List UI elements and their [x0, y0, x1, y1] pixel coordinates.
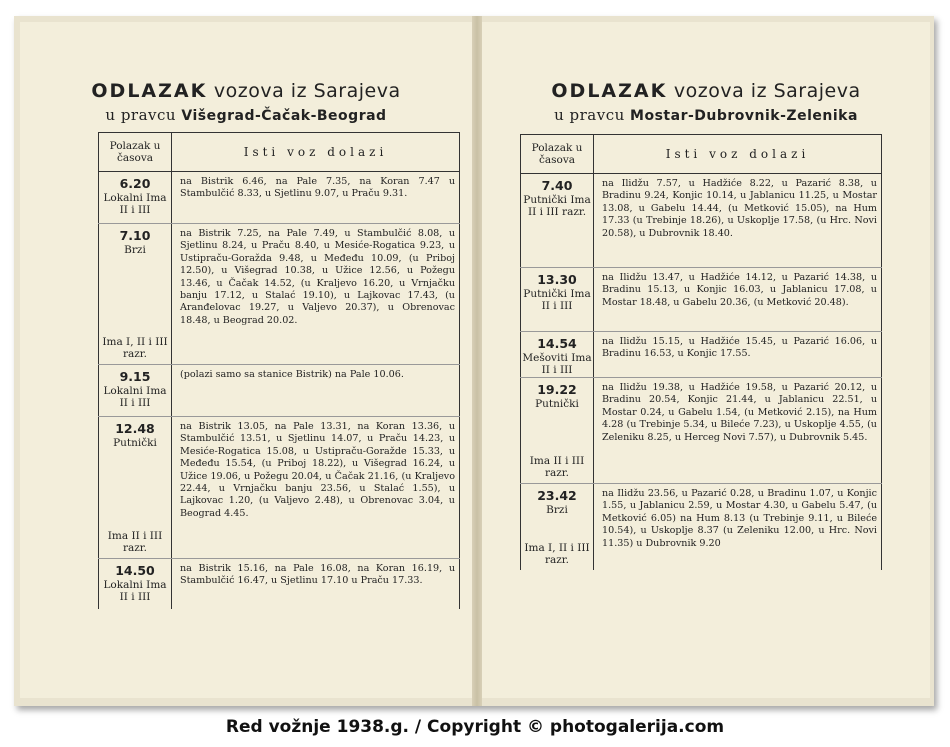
train-class: Brzi	[546, 504, 568, 516]
arrival-stations: na Bistrik 13.05, na Pale 13.31, na Koran 13.36, u Stambulčić 13.51, u Sjetlinu 14.07, u Praču 14.23, u Mesiće-Rogatica 15.08, u Ustipraču-Goražde 15.33, u Međeđu 15.54, (u Priboj 18.22), u Višegrad 16.24, u Užice 19.06, u Požegu 20.04, u Čačak 21.16, (u Kraljevo 22.44, u Vrnjačku banju 23.56, u Stalać 1.55), u Lajkovac 1.20, (u Valjevo 2.48), u Obrenovac 3.04, u Beograd 4.45.	[172, 417, 460, 559]
train-class-detail: Ima I, II i III razr.	[102, 336, 168, 360]
subtitle-route: Mostar-Dubrovnik-Zelenika	[630, 108, 858, 124]
train-class: Putnički	[113, 437, 157, 449]
left-page	[20, 22, 472, 698]
train-class: Mešoviti Ima II i III	[522, 352, 592, 376]
train-class-detail: Ima I, II i III razr.	[524, 541, 590, 566]
arrival-stations: na Bistrik 6.46, na Pale 7.35, na Koran 7.47 u Stambulčić 8.33, u Sjetlinu 9.07, u Praču 9.31.	[172, 172, 460, 224]
arrival-stations: na Ilidžu 13.47, u Hadžiće 14.12, u Pazarić 14.38, u Bradinu 15.13, u Konjic 16.03, u Jablanicu 17.08, u Mostar 18.48, u Gabelu 20.36, (u Metković 20.48).	[594, 268, 882, 332]
left-page-title	[20, 80, 472, 102]
departure-time: 13.30	[537, 272, 577, 287]
title-word: ODLAZAK	[551, 80, 668, 102]
timetable-row	[99, 365, 460, 417]
departure-time: 14.50	[115, 563, 155, 578]
col-header-desc: Isti voz dolazi	[594, 135, 882, 174]
train-class: Lokalni Ima II i III	[103, 192, 167, 216]
arrival-stations: na Ilidžu 23.56, u Pazarić 0.28, u Bradinu 1.07, u Konjic 1.55, u Jablanicu 2.59, u Mostar 4.30, u Gabelu 5.47, (u Metković 6.05) na Hum 8.13 (u Trebinje 9.11, u Bileće 10.54), u Uskoplje 8.37 (u Zeleniku 12.00, u Hrc. Novi 11.35) u Dubrovnik 9.20	[594, 484, 882, 570]
right-page-title	[482, 80, 930, 102]
right-page-subtitle	[482, 106, 930, 124]
col-header-time: Polazak u časova	[99, 133, 172, 172]
right-page	[482, 22, 930, 698]
departure-time: 23.42	[537, 488, 577, 503]
arrival-stations: na Bistrik 7.25, na Pale 7.49, u Stambulčić 8.08, u Sjetlinu 8.24, u Praču 8.40, u Mesiće-Rogatica 9.23, u Ustipraču-Goražda 9.48, u Međeđu 10.09, (u Priboj 12.50), u Višegrad 10.38, u Užice 12.56, u Požegu 13.46, u Čačak 14.52, (u Kraljevo 16.20, u Vrnjačku banju 17.12, u Stalać 19.10), u Lajkovac 17.43, (u Aranđelovac 19.27, u Valjevo 20.37), u Obrenovac 18.48, u Beograd 20.02.	[172, 224, 460, 365]
left-page-subtitle	[20, 106, 472, 124]
train-class-detail: Ima II i III razr.	[107, 530, 163, 554]
train-class: Brzi	[124, 244, 146, 256]
train-class: Putnički Ima II i III razr.	[523, 194, 591, 218]
timetable-row	[521, 268, 882, 332]
title-rest: vozova iz Sarajeva	[673, 80, 861, 102]
timetable-row	[521, 484, 882, 570]
train-class: Putnički	[535, 398, 579, 410]
departure-time: 6.20	[119, 176, 151, 191]
title-rest: vozova iz Sarajeva	[213, 80, 401, 102]
departure-time: 9.15	[119, 369, 151, 384]
timetable-row	[99, 172, 460, 224]
train-class: Lokalni Ima II i III	[103, 385, 167, 409]
departure-time: 7.10	[119, 228, 151, 243]
departure-time: 19.22	[537, 382, 577, 397]
col-header-time: Polazak u časova	[521, 135, 594, 174]
subtitle-prefix: u pravcu	[554, 106, 625, 124]
departure-time: 12.48	[115, 421, 155, 436]
image-caption: Red vožnje 1938.g. / Copyright © photogalerija.com	[225, 717, 725, 737]
subtitle-prefix: u pravcu	[105, 106, 177, 124]
timetable-row	[99, 417, 460, 559]
arrival-stations: na Ilidžu 15.15, u Hadžiće 15.45, u Pazarić 16.06, u Bradinu 16.53, u Konjic 17.55.	[594, 332, 882, 378]
subtitle-route: Višegrad-Čačak-Beograd	[181, 108, 387, 124]
arrival-stations: (polazi samo sa stanice Bistrik) na Pale 10.06.	[172, 365, 460, 417]
arrival-stations: na Bistrik 15.16, na Pale 16.08, na Koran 16.19, u Stambulčić 16.47, u Sjetlinu 17.10 u Praču 17.33.	[172, 559, 460, 609]
col-header-desc: Isti voz dolazi	[172, 133, 460, 172]
timetable-booklet	[14, 16, 934, 706]
timetable-row	[521, 174, 882, 268]
train-class-detail: Ima II i III razr.	[529, 455, 585, 479]
train-class: Lokalni Ima II i III	[103, 579, 167, 603]
timetable-row	[521, 378, 882, 484]
train-class: Putnički Ima II i III	[523, 288, 591, 312]
left-timetable	[98, 132, 460, 609]
timetable-row	[99, 559, 460, 609]
departure-time: 14.54	[537, 336, 577, 351]
departure-time: 7.40	[541, 178, 573, 193]
arrival-stations: na Ilidžu 19.38, u Hadžiće 19.58, u Pazarić 20.12, u Bradinu 20.54, Konjic 21.44, u Jablanicu 22.51, u Mostar 0.24, u Gabelu 1.54, (u Metković 2.15), na Hum 4.28 (u Trebinje 5.34, u Bileće 7.23), u Uskoplje 4.55, (u Zeleniku 8.25, u Herceg Novi 7.57), u Dubrovnik 5.45.	[594, 378, 882, 484]
right-timetable	[520, 134, 882, 570]
timetable-row	[521, 332, 882, 378]
timetable-row	[99, 224, 460, 365]
title-word: ODLAZAK	[91, 80, 208, 102]
arrival-stations: na Ilidžu 7.57, u Hadžiće 8.22, u Pazarić 8.38, u Bradinu 9.24, Konjic 10.14, u Jablanicu 11.25, u Mostar 13.08, u Gabelu 14.44, (u Metković 15.05), na Hum 17.33 (u Trebinje 18.26), u Uskoplje 17.58, (u Hrc. Novi 20.58), u Dubrovnik 18.40.	[594, 174, 882, 268]
booklet-gutter	[472, 16, 482, 706]
